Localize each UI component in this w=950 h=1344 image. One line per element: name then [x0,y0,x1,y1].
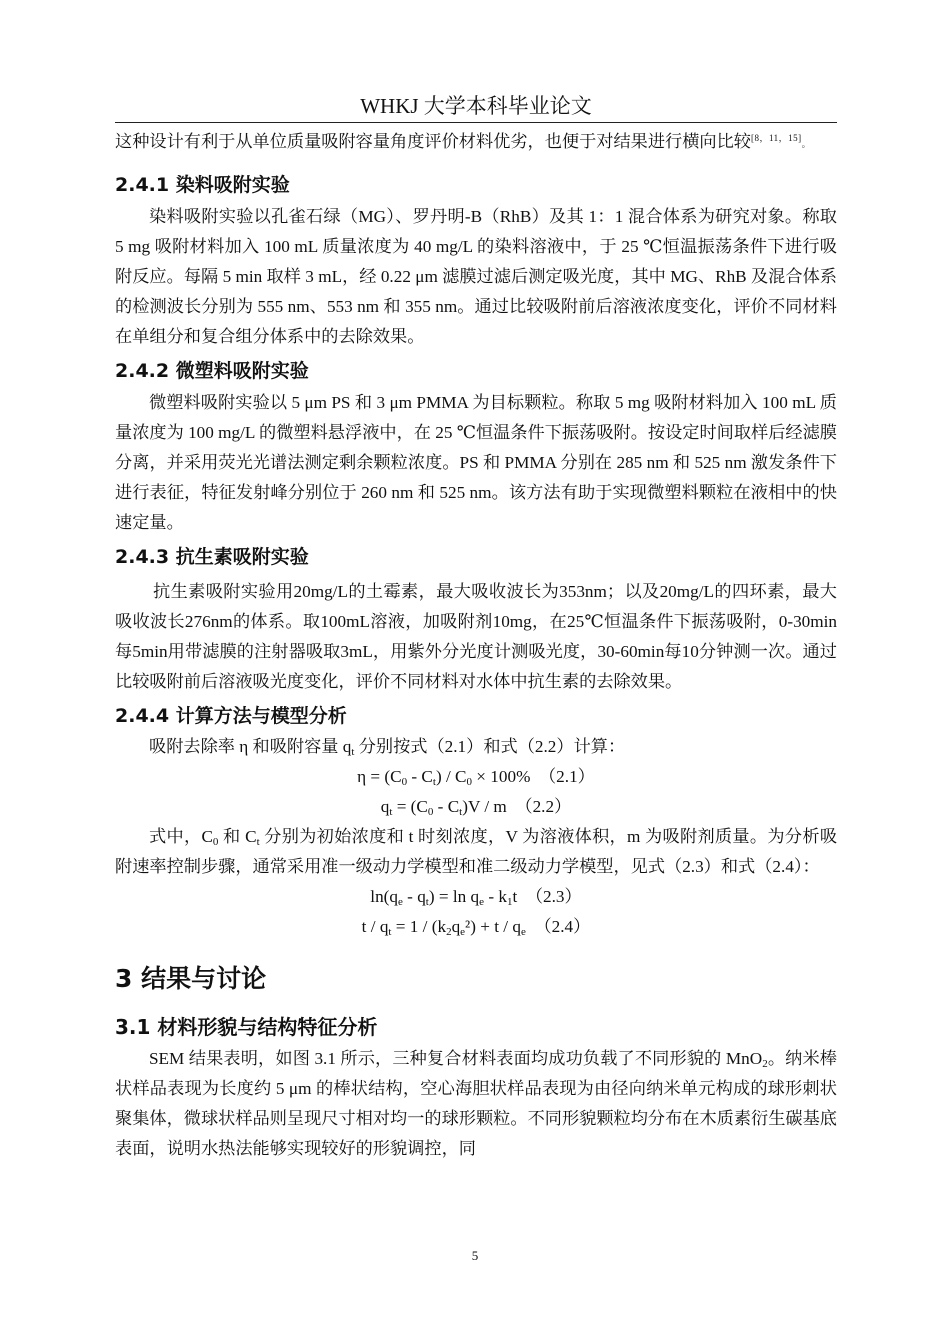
intro-sub: t [351,746,355,758]
intro-text: 这种设计有利于从单位质量吸附容量角度评价材料优劣，也便于对结果进行横向比较 [115,132,751,151]
equation-2-1-number: （2.1） [538,767,595,786]
intro-paragraph [115,123,837,159]
paragraph-2-4-3: 抗生素吸附实验用20mg/L的土霉素，最大吸收波长为353nm；以及20mg/L的四环素，最大吸收波长276nm的体系。取100mL溶液，加吸附剂10mg，在25℃恒温条件下振荡吸附，0-30min每5min用带滤膜的注射器吸取3mL，用紫外分光度计测吸光度，30-60min每10分钟测一次。通过比较吸附前后溶液吸光度变化，评价不同材料对水体中抗生素的去除效果。 [115,582,837,691]
paragraph-2-4-4-intro [115,732,837,762]
equation-2-3: $\ln(q_e - q_t) = \ln q_e - k_1t$ （2.3） [370,887,582,908]
heading-2-4-1: 2.4.1 染料吸附实验 [115,174,290,196]
equation-2-3-number: （2.3） [525,887,582,906]
paragraph-2-4-4-explain [115,822,837,882]
paragraph-2-4-1: 染料吸附实验以孔雀石绿（MG）、罗丹明-B（RhB）及其 1：1 混合体系为研究对象。称取 5 mg 吸附材料加入 100 mL 质量浓度为 40 mg/L 的染料溶液中，于 25 ℃恒温振荡条件下进行吸附反应。每隔 5 min 取样 3 mL，经 0.22 μm 滤膜过滤后测定吸光度，其中 MG、RhB 及混合体系的检测波长分别为 555 nm、553 nm 和 355 nm。通过比较吸附前后溶液浓度变化，评价不同材料在单组分和复合组分体系中的去除效果。 [115,207,837,346]
para-a: SEM 结果表明，如图 3.1 所示，三种复合材料表面均成功负载了不同形貌的 MnO [149,1049,763,1068]
intro-a: 吸附去除率 η 和吸附容量 q [149,737,352,756]
paragraph-3-1 [115,1044,837,1164]
heading-2-4-2: 2.4.2 微塑料吸附实验 [115,360,309,382]
citation: [8，11，15] [750,133,802,143]
para-sub: 2 [762,1058,768,1070]
running-header: WHKJ 大学本科毕业论文 [360,94,592,118]
page-content [115,123,837,1164]
page-number: 5 [471,1248,479,1263]
equation-2-2-number: （2.2） [515,797,572,816]
equation-2-4-number: （2.4） [534,917,591,936]
equation-2-4: $t / q_t = 1 / (k_2q_e^2) + t / q_e$ （2.4） [361,917,591,938]
intro-b: 分别按式（2.1）和式（2.2）计算： [354,737,626,756]
paragraph-2-4-2: 微塑料吸附实验以 5 μm PS 和 3 μm PMMA 为目标颗粒。称取 5 mg 吸附材料加入 100 mL 质量浓度为 100 mg/L 的微塑料悬浮液中，在 25 ℃恒温条件下振荡吸附。按设定时间取样后经滤膜分离，并采用荧光光谱法测定剩余颗粒浓度。PS 和 PMMA 分别在 285 nm 和 525 nm 激发条件下进行表征，特征发射峰分别位于 260 nm 和 525 nm。该方法有助于实现微塑料颗粒在液相中的快速定量。 [115,393,837,532]
explain-1: 式中，C [149,827,213,846]
explain-sub2: t [256,836,260,848]
equation-2-1: $\eta = (C_0 - C_t) / C_0 \times 100\%$ （2.1） [357,767,595,788]
explain-sub1: 0 [212,836,219,848]
equation-2-2: $q_t = (C_0 - C_t)V / m$ （2.2） [380,797,572,818]
heading-2-4-3: 2.4.3 抗生素吸附实验 [115,546,309,568]
explain-3: 分别为初始浓度和 t 时刻浓度，V 为溶液体积，m 为吸附剂质量。为分析吸附速率控制步骤，通常采用准一级动力学模型和准二级动力学模型，见式（2.3）和式（2.4）： [115,827,838,876]
explain-2: 和 C [218,827,257,846]
heading-3: 3 结果与讨论 [115,964,267,993]
citation-end: 。 [801,139,811,149]
heading-3-1: 3.1 材料形貌与结构特征分析 [115,1015,378,1039]
para-b: 。纳米棒状样品表现为长度约 5 μm 的棒状结构，空心海胆状样品表现为由径向纳米单元构成的球形刺状聚集体，微球状样品则呈现尺寸相对均一的球形颗粒。不同形貌颗粒均分布在木质素衍生碳基底表面，说明水热法能够实现较好的形貌调控，同 [115,1049,837,1158]
heading-2-4-4: 2.4.4 计算方法与模型分析 [115,705,347,727]
